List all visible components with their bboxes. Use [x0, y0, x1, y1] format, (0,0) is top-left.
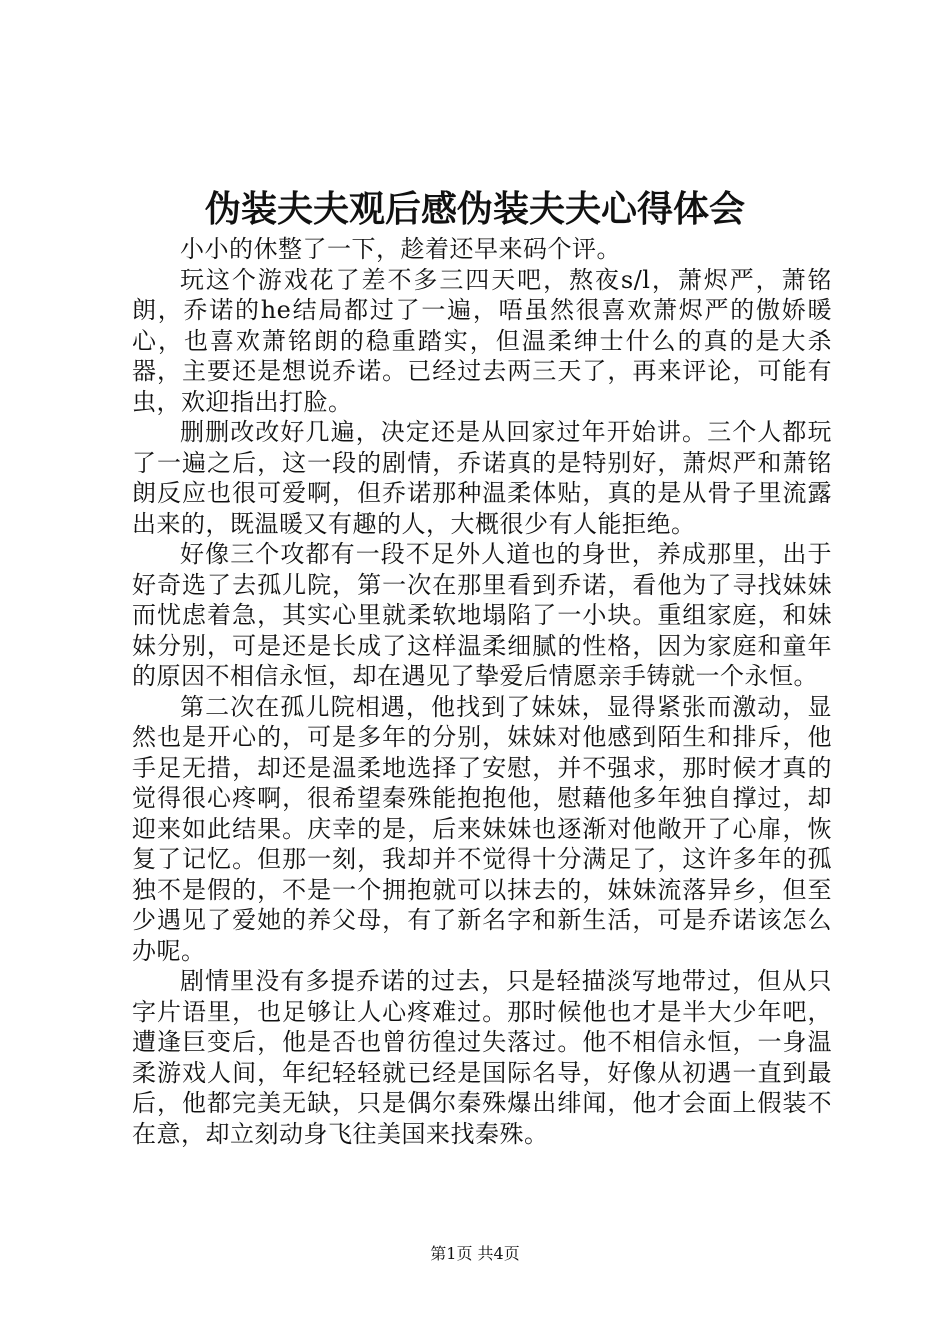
paragraph: 第二次在孤儿院相遇，他找到了妹妹，显得紧张而激动，显然也是开心的，可是多年的分别，妹妹对他感到陌生和排斥，他手足无措，却还是温柔地选择了安慰，并不强求，那时候才真的觉得很心疼啊，很希望秦殊能抱抱他，慰藉他多年独自撑过，却迎来如此结果。庆幸的是，后来妹妹也逐渐对他敞开了心扉，恢复了记忆。但那一刻，我却并不觉得十分满足了，这许多年的孤独不是假的，不是一个拥抱就可以抹去的，妹妹流落异乡，但至少遇见了爱她的养父母，有了新名字和新生活，可是乔诺该怎么办呢。 — [132, 692, 832, 965]
paragraph: 好像三个攻都有一段不足外人道也的身世，养成那里，出于好奇选了去孤儿院，第一次在那里看到乔诺，看他为了寻找妹妹而忧虑着急，其实心里就柔软地塌陷了一小块。重组家庭，和妹妹分别，可是还是长成了这样温柔细腻的性格，因为家庭和童年的原因不相信永恒，却在遇见了挚爱后情愿亲手铸就一个永恒。 — [132, 540, 832, 690]
document-body — [132, 234, 832, 1149]
paragraph: 删删改改好几遍，决定还是从回家过年开始讲。三个人都玩了一遍之后，这一段的剧情，乔诺真的是特别好，萧烬严和萧铭朗反应也很可爱啊，但乔诺那种温柔体贴，真的是从骨子里流露出来的，既温暖又有趣的人，大概很少有人能拒绝。 — [132, 418, 832, 538]
paragraph: 剧情里没有多提乔诺的过去，只是轻描淡写地带过，但从只字片语里，也足够让人心疼难过。那时候他也才是半大少年吧，遭逢巨变后，他是否也曾彷徨过失落过。他不相信永恒，一身温柔游戏人间，年纪轻轻就已经是国际名导，好像从初遇一直到最后，他都完美无缺，只是偶尔秦殊爆出绯闻，他才会面上假装不在意，却立刻动身飞往美国来找秦殊。 — [132, 967, 832, 1148]
paragraph: 玩这个游戏花了差不多三四天吧，熬夜s/l，萧烬严，萧铭朗，乔诺的he结局都过了一遍，唔虽然很喜欢萧烬严的傲娇暖心，也喜欢萧铭朗的稳重踏实，但温柔绅士什么的真的是大杀器，主要还是想说乔诺。已经过去两三天了，再来评论，可能有虫，欢迎指出打脸。 — [132, 265, 832, 416]
document-title: 伪装夫夫观后感伪装夫夫心得体会 — [204, 189, 745, 230]
page-number-footer: 第1页 共4页 — [430, 1244, 520, 1263]
paragraph: 小小的休整了一下，趁着还早来码个评。 — [180, 235, 621, 263]
